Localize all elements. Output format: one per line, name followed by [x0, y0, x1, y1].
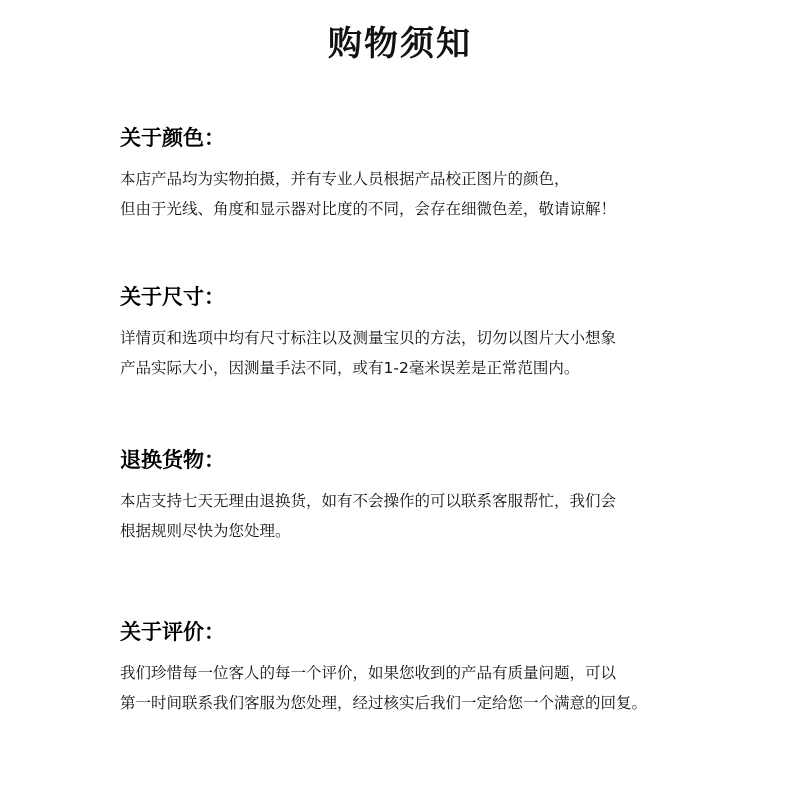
- section-text-line: 产品实际大小，因测量手法不同，或有1-2毫米误差是正常范围内。: [120, 359, 580, 377]
- section-text-line: 详情页和选项中均有尺寸标注以及测量宝贝的方法，切勿以图片大小想象: [120, 329, 617, 347]
- section-reviews: [120, 618, 780, 718]
- section-heading-color: 关于颜色：: [120, 126, 225, 150]
- section-text-line: 第一时间联系我们客服为您处理，经过核实后我们一定给您一个满意的回复。: [120, 694, 648, 712]
- section-text-line: 但由于光线、角度和显示器对比度的不同，会存在细微色差，敬请谅解！: [120, 200, 617, 218]
- section-size: [120, 283, 780, 383]
- section-text-line: 根据规则尽快为您处理。: [120, 522, 291, 540]
- section-heading-reviews: 关于评价：: [120, 620, 225, 644]
- section-text-line: 我们珍惜每一位客人的每一个评价，如果您收到的产品有质量问题，可以: [120, 664, 617, 682]
- page-title: 购物须知: [328, 24, 472, 64]
- section-heading-size: 关于尺寸：: [120, 285, 225, 309]
- section-text-line: 本店产品均为实物拍摄，并有专业人员根据产品校正图片的颜色，: [120, 170, 570, 188]
- section-color: [120, 124, 780, 224]
- section-heading-returns: 退换货物：: [120, 448, 225, 472]
- section-text-line: 本店支持七天无理由退换货，如有不会操作的可以联系客服帮忙，我们会: [120, 492, 617, 510]
- section-returns: [120, 446, 780, 546]
